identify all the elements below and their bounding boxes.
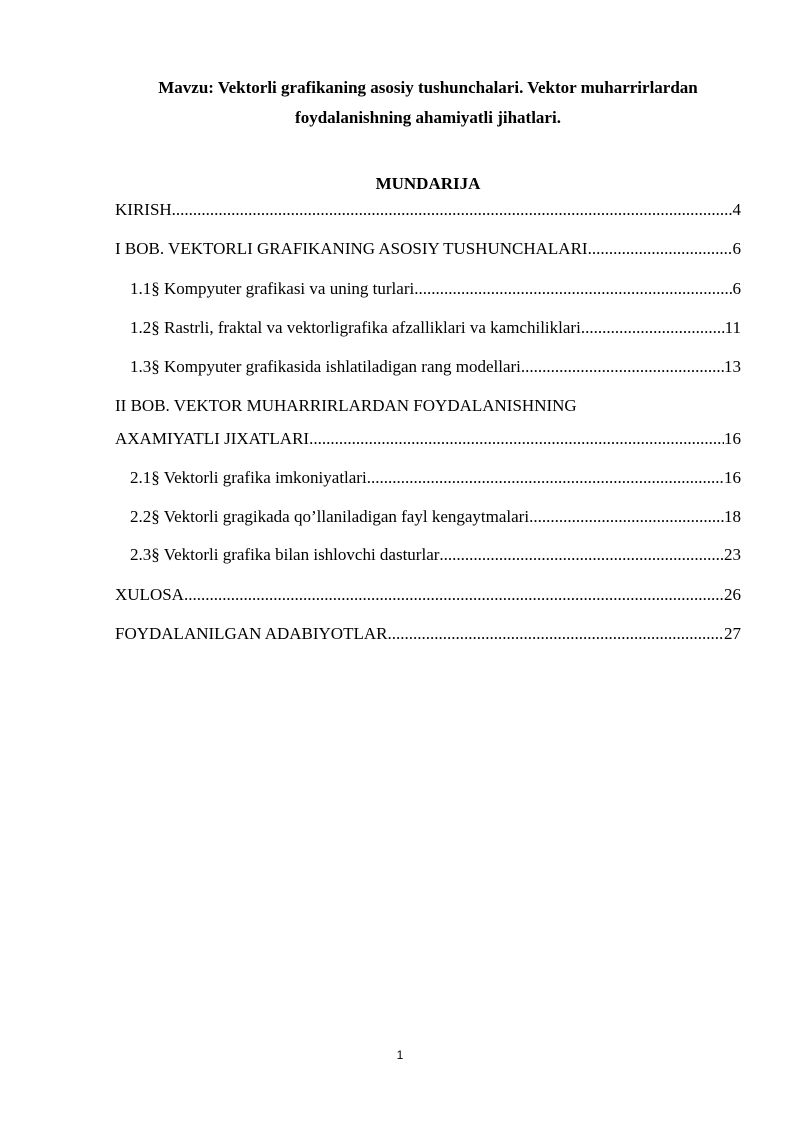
- toc-entry-text: 1.3§ Kompyuter grafikasida ishlatiladigan rang modellari: [130, 357, 521, 376]
- toc-entry-text: 1.1§ Kompyuter grafikasi va uning turlari: [130, 279, 415, 298]
- toc-leader: [387, 624, 724, 644]
- toc-entry-1-2[interactable]: [130, 318, 741, 338]
- toc-entry-2-3[interactable]: [130, 545, 741, 565]
- toc-entry-2-1[interactable]: [130, 468, 741, 488]
- toc-entry-text: 1.2§ Rastrli, fraktal va vektorligrafika afzalliklari va kamchiliklari: [130, 318, 581, 337]
- toc-entry-page: 4: [732, 200, 741, 219]
- toc-entry-page: 11: [724, 318, 741, 337]
- toc-entry-page: 18: [724, 507, 741, 526]
- toc-heading: MUNDARIJA: [375, 174, 481, 193]
- document-title: [100, 73, 756, 133]
- toc-entry-2-2[interactable]: [130, 507, 741, 527]
- toc-entry-page: 23: [724, 545, 741, 564]
- toc-entry-text: 2.1§ Vektorli grafika imkoniyatlari: [130, 468, 367, 487]
- toc-entry-page: 27: [724, 624, 741, 643]
- toc-entry-chapter-2[interactable]: [115, 429, 741, 449]
- toc-entry-references[interactable]: [115, 624, 741, 644]
- toc-entry-text: I BOB. VEKTORLI GRAFIKANING ASOSIY TUSHUNCHALARI: [115, 239, 588, 258]
- page-number: 1: [396, 1048, 404, 1062]
- toc-entry-chapter-1[interactable]: [115, 239, 741, 259]
- toc-leader: [184, 585, 724, 605]
- toc-entry-text: FOYDALANILGAN ADABIYOTLAR: [115, 624, 388, 643]
- toc-entry-text: AXAMIYATLI JIXATLARI: [115, 429, 310, 448]
- toc-leader: [521, 357, 724, 377]
- toc-leader: [309, 429, 724, 449]
- toc-entry-page: 16: [724, 468, 741, 487]
- toc-entry-xulosa[interactable]: [115, 585, 741, 605]
- toc-leader: [414, 279, 732, 299]
- toc-entry-page: 26: [724, 585, 741, 604]
- toc-entry-text: KIRISH: [115, 200, 172, 219]
- toc-entry-1-1[interactable]: [130, 279, 741, 299]
- toc-entry-text: 2.2§ Vektorli gragikada qo’llaniladigan fayl kengaytmalari: [130, 507, 530, 526]
- toc-leader: [367, 468, 724, 488]
- toc-entry-page: 6: [732, 279, 741, 298]
- title-line-1: Mavzu: Vektorli grafikaning asosiy tushunchalari. Vektor muharrirlardan: [158, 78, 698, 97]
- toc-entry-page: 6: [732, 239, 741, 258]
- toc-leader: [172, 200, 733, 220]
- toc-leader: [439, 545, 724, 565]
- toc-leader: [588, 239, 733, 259]
- toc-entry-kirish[interactable]: [115, 200, 741, 220]
- toc-entry-text: 2.3§ Vektorli grafika bilan ishlovchi dasturlar: [130, 545, 440, 564]
- toc-entry-1-3[interactable]: [130, 357, 741, 377]
- toc-leader: [581, 318, 725, 338]
- toc-entry-page: 16: [724, 429, 741, 448]
- title-line-2: foydalanishning ahamiyatli jihatlari.: [295, 108, 561, 127]
- toc-leader: [529, 507, 724, 527]
- toc-entry-chapter-2-line-1[interactable]: II BOB. VEKTOR MUHARRIRLARDAN FOYDALANISHNING: [115, 396, 577, 415]
- toc-entry-page: 13: [724, 357, 741, 376]
- toc-entry-text: XULOSA: [115, 585, 184, 604]
